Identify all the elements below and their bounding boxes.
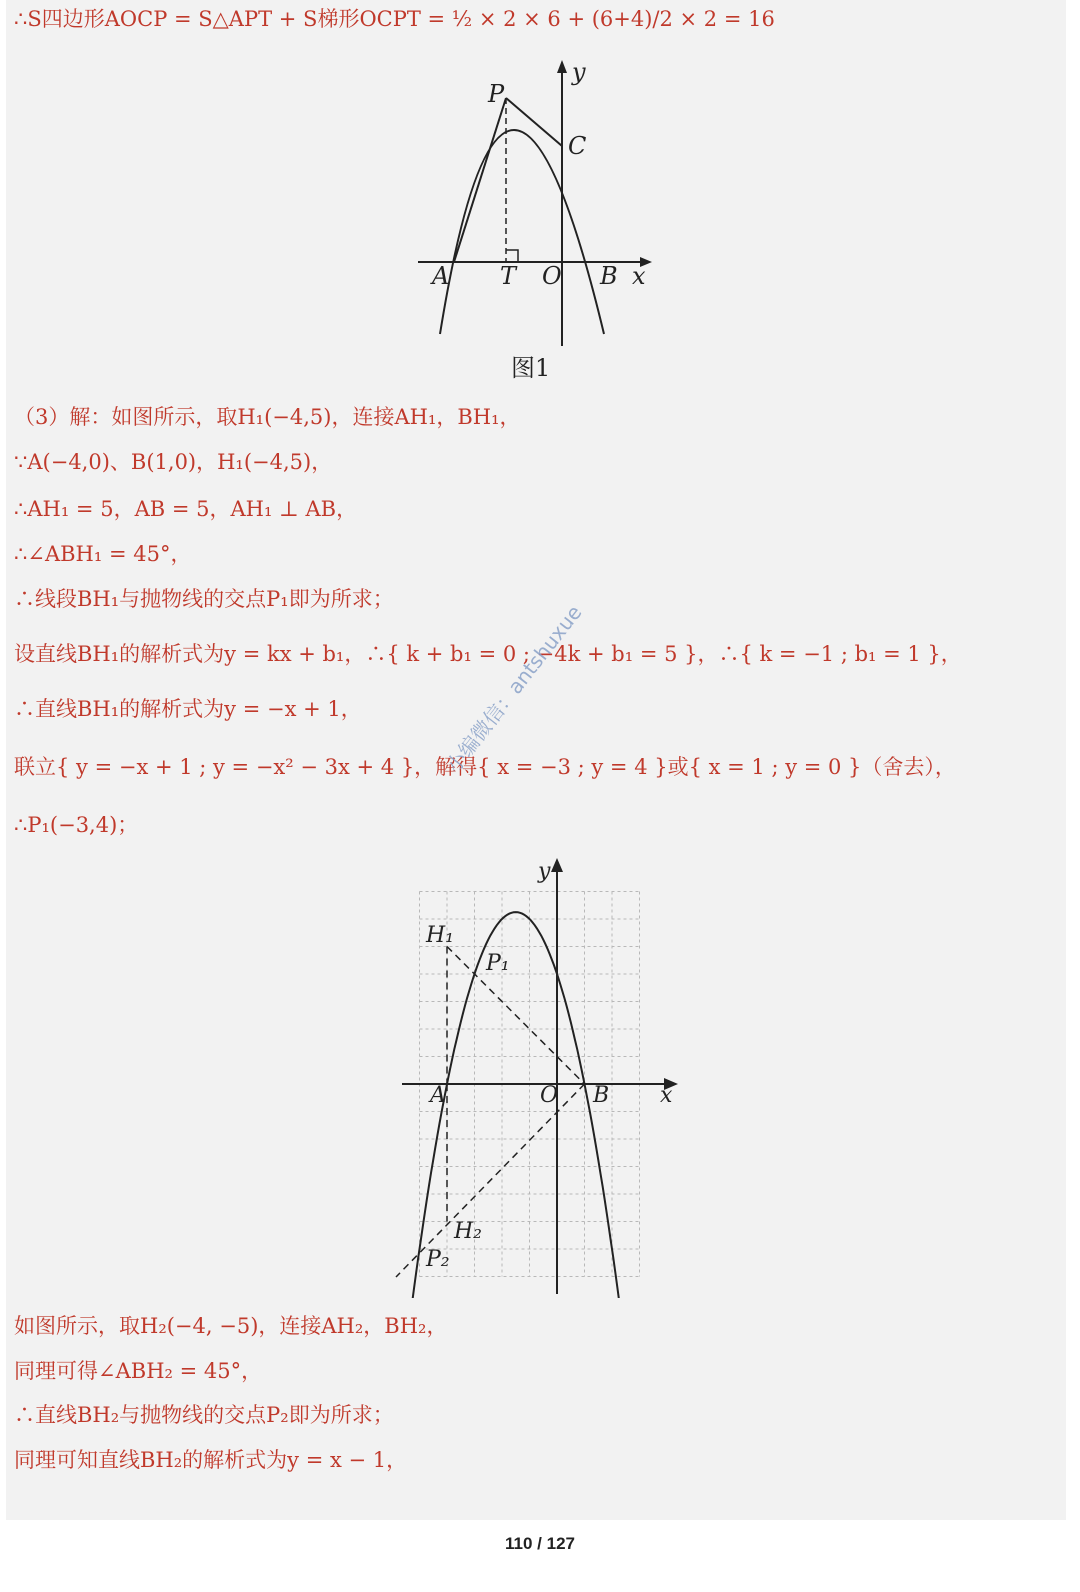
text-line-11: 同理可得∠ABH₂ = 45°， xyxy=(14,1359,263,1383)
page-sheet xyxy=(6,0,1066,1520)
label-c: C xyxy=(568,132,587,160)
figure-2 xyxy=(388,852,688,1298)
label-h2: H₂ xyxy=(454,1219,483,1244)
label-x: x xyxy=(660,1083,673,1108)
parabola xyxy=(440,130,604,334)
label-o: O xyxy=(542,262,562,290)
label-b: B xyxy=(593,1083,610,1108)
text-line-12: ∴直线BH₂与抛物线的交点P₂即为所求； xyxy=(14,1403,394,1427)
text-line-6: 设直线BH₁的解析式为y = kx + b₁，∴{ k + b₁ = 0 ; −4k + b₁ = 5 }，∴{ k = −1 ; b₁ = 1 }， xyxy=(14,642,962,666)
label-y: y xyxy=(572,58,586,86)
label-o: O xyxy=(540,1083,559,1108)
area-equation: ∴S四边形AOCP = S△APT + S梯形OCPT = ½ × 2 × 6 + (6+4)/2 × 2 = 16 xyxy=(14,7,775,31)
label-p: P xyxy=(488,80,505,108)
label-t: T xyxy=(500,262,517,290)
text-line-3: ∴AH₁ = 5，AB = 5，AH₁ ⊥ AB， xyxy=(14,497,358,521)
segment-ap xyxy=(454,98,506,262)
line-bh1 xyxy=(447,947,585,1085)
segment-pc xyxy=(506,98,562,146)
text-line-13: 同理可知直线BH₂的解析式为y = x − 1， xyxy=(14,1448,408,1472)
text-line-5: ∴线段BH₁与抛物线的交点P₁即为所求； xyxy=(14,587,394,611)
label-p1: P₁ xyxy=(486,951,510,976)
label-p2: P₂ xyxy=(426,1247,450,1272)
text-line-4: ∴∠ABH₁ = 45°， xyxy=(14,542,192,566)
page-number: 110 / 127 xyxy=(505,1534,575,1553)
figure-1-caption: 图1 xyxy=(511,354,551,382)
label-x: x xyxy=(632,262,646,290)
text-line-2: ∵A(−4,0)、B(1,0)，H₁(−4,5)， xyxy=(14,450,333,474)
figure-1 xyxy=(406,56,666,346)
text-line-1: （3）解：如图所示，取H₁(−4,5)，连接AH₁，BH₁， xyxy=(14,405,521,429)
right-angle-mark xyxy=(506,250,518,262)
y-axis-arrow xyxy=(551,858,563,872)
text-line-7: ∴直线BH₁的解析式为y = −x + 1， xyxy=(14,697,362,721)
label-a: A xyxy=(430,1083,446,1108)
text-line-8: 联立{ y = −x + 1 ; y = −x² − 3x + 4 }，解得{ x = −3 ; y = 4 }或{ x = 1 ; y = 0 }（舍去）， xyxy=(14,755,956,779)
label-a: A xyxy=(432,262,450,290)
text-line-10: 如图所示，取H₂(−4, −5)，连接AH₂，BH₂， xyxy=(14,1314,448,1338)
label-h1: H₁ xyxy=(426,923,455,948)
watermark: 小编微信：antshuxue xyxy=(441,600,587,778)
label-b: B xyxy=(600,262,618,290)
label-y: y xyxy=(538,859,551,884)
y-axis-arrow xyxy=(557,60,567,73)
text-line-9: ∴P₁(−3,4)； xyxy=(14,813,139,837)
